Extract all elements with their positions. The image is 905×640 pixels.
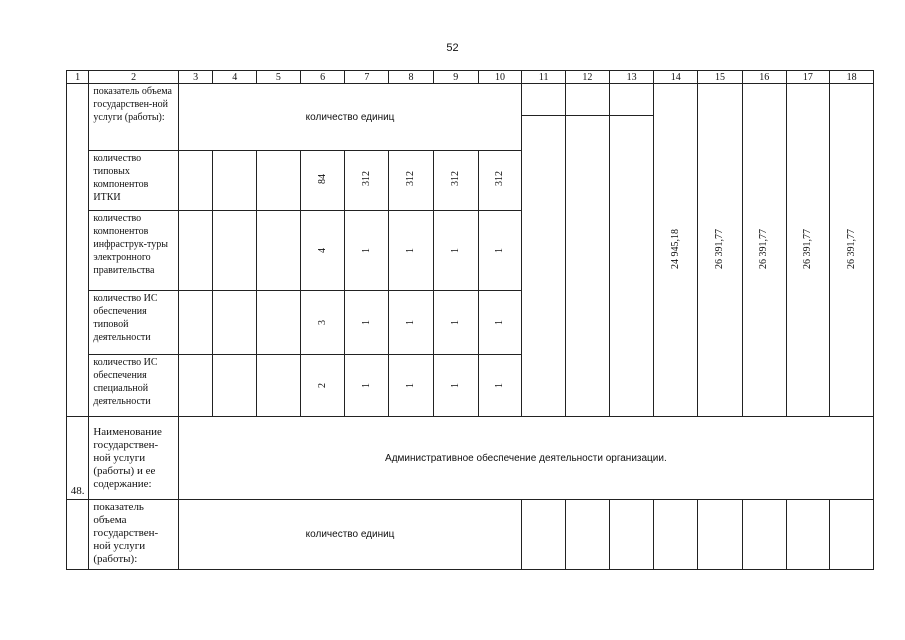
value-cell: 1 (389, 210, 434, 290)
col-header-7: 7 (345, 71, 389, 84)
col-header-13: 13 (609, 71, 654, 84)
indicator-label: показатель объема государствен-ной услуги (работы): (89, 499, 178, 569)
value-cell: 1 (478, 290, 522, 354)
row-label: количество типовых компонентов ИТКИ (89, 151, 178, 210)
value-cell: 1 (345, 290, 389, 354)
blank-cell (213, 355, 257, 417)
col-header-8: 8 (389, 71, 434, 84)
page-number: 52 (446, 42, 459, 54)
indicator-label: показатель объема государствен-ной услуги (работы): (89, 84, 178, 151)
col-header-6: 6 (300, 71, 345, 84)
blank-cell (830, 499, 874, 569)
value-cell: 312 (478, 151, 522, 210)
main-table (66, 70, 874, 570)
blank-cell (257, 210, 301, 290)
blank-cell (178, 355, 213, 417)
col-header-16: 16 (742, 71, 786, 84)
value-cell: 84 (300, 151, 345, 210)
col-header-18: 18 (830, 71, 874, 84)
col-header-11: 11 (522, 71, 566, 84)
blank-cell (178, 151, 213, 210)
col-header-15: 15 (698, 71, 743, 84)
row-label: количество ИС обеспечения типовой деятельности (89, 290, 178, 354)
cost-cell: 26 391,77 (830, 84, 874, 417)
service-content: Административное обеспечение деятельности организации. (178, 417, 873, 499)
value-cell: 1 (345, 355, 389, 417)
value-cell: 3 (300, 290, 345, 354)
unit-cell: количество единиц (178, 84, 522, 151)
value-cell: 1 (478, 355, 522, 417)
col-header-3: 3 (178, 71, 213, 84)
service-name-label: Наименование государствен-ной услуги (работы) и ее содержание: (89, 417, 178, 499)
blank-cell (213, 151, 257, 210)
blank-cell (522, 499, 566, 569)
blank-cell (67, 499, 89, 569)
cost-cell: 26 391,77 (698, 84, 743, 417)
unit-cell: количество единиц (178, 499, 522, 569)
blank-cell (213, 210, 257, 290)
blank-cell (566, 84, 610, 417)
col-header-2: 2 (89, 71, 178, 84)
blank-cell (609, 84, 654, 417)
value-cell: 2 (300, 355, 345, 417)
blank-cell (698, 499, 743, 569)
value-cell: 312 (389, 151, 434, 210)
row-label: количество ИС обеспечения специальной деятельности (89, 355, 178, 417)
blank-cell (257, 355, 301, 417)
value-cell: 1 (433, 355, 478, 417)
row-label: количество компонентов инфраструк-туры электронного правительства (89, 210, 178, 290)
value-cell: 4 (300, 210, 345, 290)
blank-cell (178, 210, 213, 290)
blank-cell (178, 290, 213, 354)
table-row (67, 499, 874, 569)
blank-cell (213, 290, 257, 354)
value-cell: 312 (345, 151, 389, 210)
row-number: 48. (67, 417, 89, 499)
blank-cell (566, 499, 610, 569)
header-row (67, 71, 874, 84)
blank-cell (609, 499, 654, 569)
value-cell: 1 (345, 210, 389, 290)
value-cell: 1 (433, 290, 478, 354)
blank-cell (654, 499, 698, 569)
blank-cell (786, 499, 830, 569)
blank-cell (67, 84, 89, 417)
blank-cell (257, 151, 301, 210)
col-header-12: 12 (566, 71, 610, 84)
col-header-9: 9 (433, 71, 478, 84)
col-header-4: 4 (213, 71, 257, 84)
value-cell: 1 (433, 210, 478, 290)
value-cell: 312 (433, 151, 478, 210)
col-header-17: 17 (786, 71, 830, 84)
col-header-1: 1 (67, 71, 89, 84)
cost-cell: 26 391,77 (786, 84, 830, 417)
col-header-14: 14 (654, 71, 698, 84)
table-row (67, 84, 874, 151)
value-cell: 1 (389, 355, 434, 417)
blank-cell (742, 499, 786, 569)
cost-cell: 26 391,77 (742, 84, 786, 417)
cost-cell: 24 945,18 (654, 84, 698, 417)
col-header-5: 5 (257, 71, 301, 84)
col-header-10: 10 (478, 71, 522, 84)
table-row (67, 417, 874, 499)
value-cell: 1 (389, 290, 434, 354)
blank-cell (257, 290, 301, 354)
blank-cell (522, 84, 566, 417)
value-cell: 1 (478, 210, 522, 290)
